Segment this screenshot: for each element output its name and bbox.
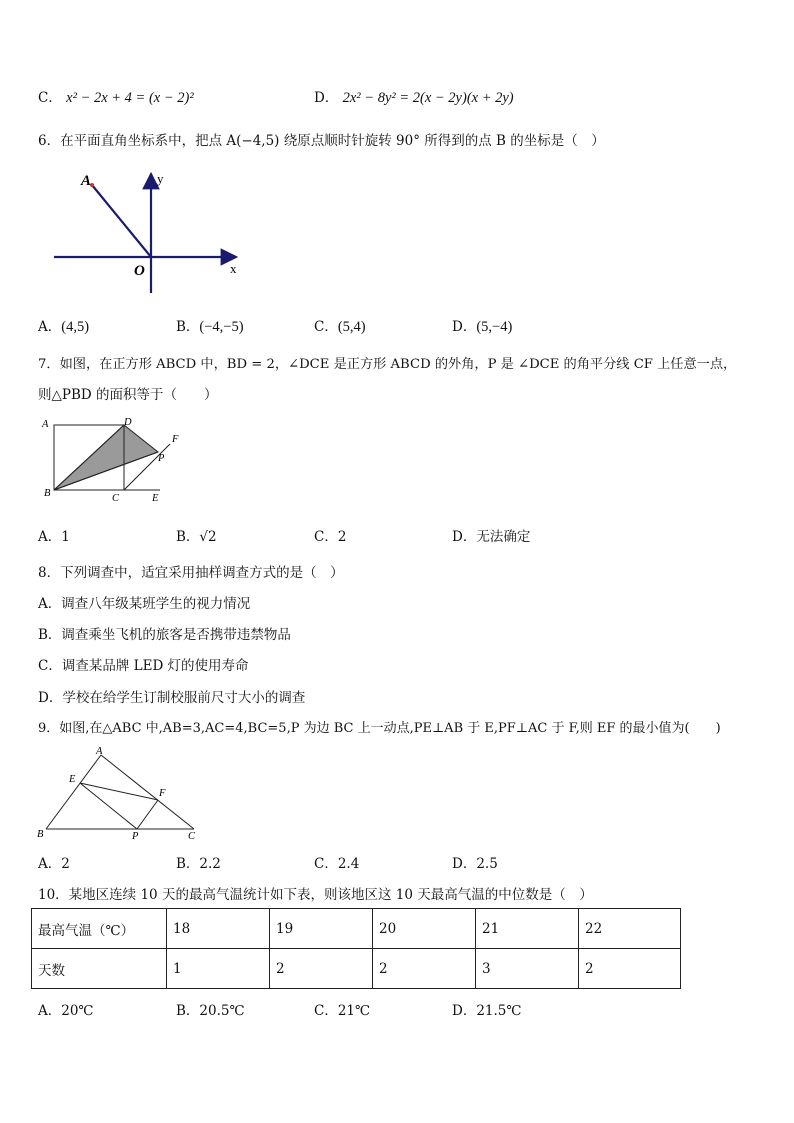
option-text: (4,5) [61, 319, 90, 335]
q6-figure [50, 168, 250, 298]
label-f: F [159, 788, 166, 799]
q5-option-c [38, 86, 194, 107]
label-a: A [81, 173, 92, 189]
segment-pf [137, 800, 158, 829]
option-expression: x² − 2x + 4 = (x − 2)² [66, 90, 194, 106]
option-text: 2 [61, 856, 70, 872]
option-text: 2.4 [337, 856, 360, 872]
segment-oa [92, 185, 151, 257]
q9-stem: 9．如图,在△ABC 中,AB=3,AC=4,BC=5,P 为边 BC 上一动点,PE⊥AB 于 E,PF⊥AC 于 F,则 EF 的最小值为( ) [38, 721, 721, 736]
label-d: D [124, 417, 132, 428]
option-text: 2.2 [199, 856, 221, 872]
table-cell: 2 [579, 949, 681, 989]
q7-stem-line2: 则△PBD 的面积等于（ ） [38, 387, 218, 403]
q7-option-b [176, 525, 217, 545]
option-label: B． [176, 856, 200, 872]
label-o: O [134, 263, 145, 279]
label-a: A [42, 419, 49, 430]
q10-option-c [314, 999, 370, 1019]
q9-option-d [452, 852, 498, 872]
option-text: (−4,−5) [199, 319, 244, 335]
option-text: 21℃ [337, 1003, 371, 1019]
label-x: x [230, 261, 237, 276]
label-p: P [158, 453, 165, 464]
option-text: (5,−4) [476, 319, 513, 335]
label-p: P [132, 831, 139, 842]
q7-figure [40, 415, 190, 510]
option-text: 21.5℃ [476, 1003, 522, 1019]
option-text: 20.5℃ [199, 1003, 245, 1019]
option-label: C． [314, 1003, 338, 1019]
q9-option-b [176, 852, 221, 872]
option-label: C． [314, 856, 338, 872]
option-text: 2.5 [476, 856, 498, 872]
label-e: E [69, 774, 76, 785]
table-cell: 3 [476, 949, 579, 989]
option-text: 1 [61, 529, 70, 545]
label-f: F [172, 434, 179, 445]
q6-option-a [38, 315, 89, 336]
option-text: 2 [337, 529, 347, 545]
table-cell: 1 [167, 949, 270, 989]
label-y: y [157, 171, 164, 186]
q6-option-d [452, 315, 512, 336]
option-label: B． [176, 1003, 200, 1019]
option-label: B． [176, 319, 200, 335]
label-a: A [96, 746, 103, 757]
option-text: 无法确定 [476, 529, 531, 545]
table-cell: 2 [270, 949, 373, 989]
q6-stem: 6．在平面直角坐标系中，把点 A(−4,5) 绕原点顺时针旋转 90° 所得到的点 B 的坐标是（ ） [38, 133, 605, 149]
q7-option-a [38, 525, 70, 545]
q8-option-b: B．调查乘坐飞机的旅客是否携带违禁物品 [38, 627, 291, 643]
segment-pe [80, 783, 137, 829]
side-ac [101, 755, 194, 829]
q5-option-d [314, 86, 514, 107]
option-label: C． [314, 529, 338, 545]
table-cell: 最高气温（℃） [32, 909, 167, 949]
option-label: C． [314, 319, 338, 335]
label-c: C [188, 831, 196, 842]
table-cell: 20 [373, 909, 476, 949]
option-label: A． [38, 529, 62, 545]
option-label: B． [176, 529, 200, 545]
option-label: A． [38, 856, 62, 872]
q7-option-d [452, 525, 530, 545]
option-text: 20℃ [61, 1003, 94, 1019]
side-ab [46, 755, 101, 829]
label-e: E [152, 493, 159, 504]
label-b: B [37, 829, 44, 840]
table-row [32, 949, 681, 989]
table-cell: 天数 [32, 949, 167, 989]
q7-stem-line1: 7．如图，在正方形 ABCD 中，BD = 2，∠DCE 是正方形 ABCD 的外角，P 是 ∠DCE 的角平分线 CF 上任意一点， [38, 357, 737, 372]
q8-stem: 8．下列调查中，适宜采用抽样调查方式的是（ ） [38, 565, 344, 581]
table-cell: 21 [476, 909, 579, 949]
table-cell: 2 [373, 949, 476, 989]
option-label: D． [452, 529, 477, 545]
option-text: (5,4) [337, 319, 366, 335]
q8-option-c: C．调查某品牌 LED 灯的使用寿命 [38, 658, 249, 674]
q9-option-a [38, 852, 70, 872]
q6-option-b [176, 315, 244, 336]
option-label: D． [314, 90, 339, 106]
q7-option-c [314, 525, 346, 545]
label-c: C [112, 493, 120, 504]
label-b: B [44, 488, 51, 499]
q6-option-c [314, 315, 366, 336]
option-expression: 2x² − 8y² = 2(x − 2y)(x + 2y) [342, 90, 514, 106]
q10-option-b [176, 999, 245, 1019]
q8-option-d: D．学校在给学生订制校服前尺寸大小的调查 [38, 690, 306, 706]
q9-option-c [314, 852, 359, 872]
table-row [32, 909, 681, 949]
option-label: D． [452, 1003, 477, 1019]
q10-option-a [38, 999, 94, 1019]
table-cell: 18 [167, 909, 270, 949]
option-label: C． [38, 90, 62, 106]
option-label: A． [38, 1003, 62, 1019]
option-label: A． [38, 319, 62, 335]
temperature-table [31, 908, 681, 989]
q10-option-d [452, 999, 522, 1019]
table-cell: 22 [579, 909, 681, 949]
q9-figure [34, 745, 204, 840]
q8-option-a: A．调查八年级某班学生的视力情况 [38, 596, 251, 612]
table-cell: 19 [270, 909, 373, 949]
option-text: √2 [199, 529, 217, 545]
option-label: D． [452, 856, 477, 872]
option-label: D． [452, 319, 477, 335]
q10-stem: 10．某地区连续 10 天的最高气温统计如下表，则该地区这 10 天最高气温的中位数是（ ） [38, 887, 593, 903]
